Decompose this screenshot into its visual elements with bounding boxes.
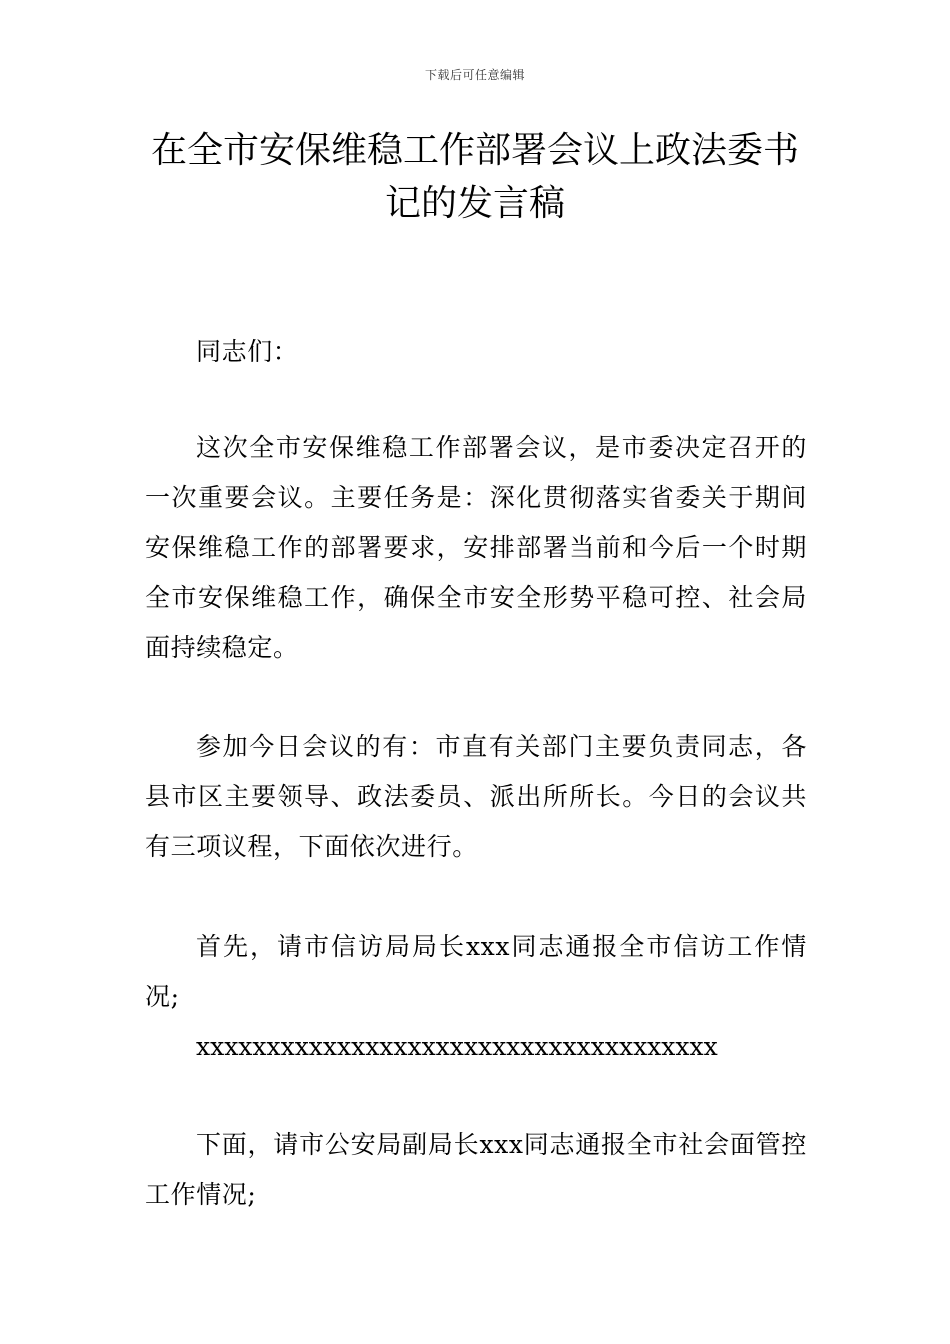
paragraph-agenda-first: 首先，请市信访局局长xxx同志通报全市信访工作情况; [145, 932, 807, 1011]
document-title: 在全市安保维稳工作部署会议上政法委书记的发言稿 [150, 130, 799, 224]
paragraph-agenda-second: 下面，请市公安局副局长xxx同志通报全市社会面管控工作情况; [145, 1130, 807, 1209]
paragraph-intro: 这次全市安保维稳工作部署会议，是市委决定召开的一次重要会议。主要任务是：深化贯彻落实省委关于期间安保维稳工作的部署要求，安排部署当前和今后一个时期全市安保维稳工作，确保全市安全形势平稳可控、社会局面持续稳定。 [145, 433, 807, 662]
header-note: 下载后可任意编辑 [424, 68, 525, 82]
paragraph-attendees: 参加今日会议的有：市直有关部门主要负责同志，各县市区主要领导、政法委员、派出所所长。今日的会议共有三项议程，下面依次进行。 [145, 732, 807, 861]
salutation: 同志们： [196, 337, 299, 366]
paragraph-placeholder: xxxxxxxxxxxxxxxxxxxxxxxxxxxxxxxxxxxxx [196, 1032, 718, 1061]
